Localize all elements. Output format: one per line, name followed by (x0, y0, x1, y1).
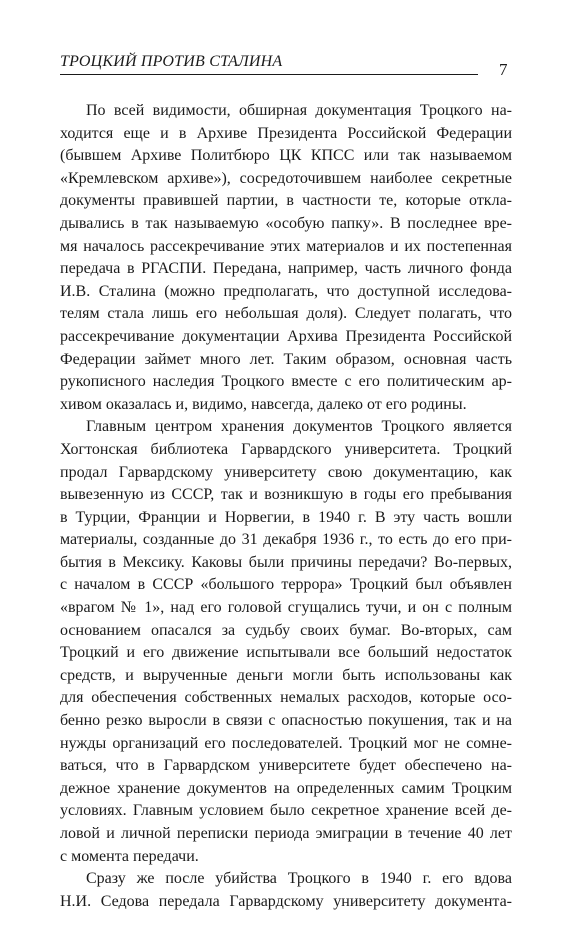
text-line: И.В. Сталина (можно предполагать, что доступной исследова- (60, 282, 512, 300)
text-line: бенно резко выросли в связи с опасностью покушения, так и на (60, 712, 512, 730)
text-line: (бывшем Архиве Политбюро ЦК КПСС или так называемом (60, 147, 512, 165)
page-number: 7 (499, 60, 508, 79)
text-line: мя началось рассекречивание этих материалов и их постепенная (60, 237, 512, 255)
text-line: Троцкий и его движение испытывали все больший недостаток (60, 644, 512, 662)
text-line: для обеспечения собственных немалых расходов, которые осо- (60, 689, 512, 707)
text-line: материалы, созданные до 31 декабря 1936 г., то есть до его при- (60, 531, 512, 549)
text-line: «Кремлевском архиве»), сосредоточившем наиболее секретные (60, 169, 512, 187)
text-line: Хогтонская библиотека Гарвардского университета. Троцкий (60, 440, 512, 458)
text-line: «врагом № 1», над его головой сгущались тучи, и он с полным (60, 599, 512, 617)
text-line: нужды организаций его последователей. Троцкий мог не сомне- (60, 734, 512, 752)
text-line: телям стала лишь его небольшая доля). Следует полагать, что (60, 305, 512, 323)
text-line: Н.И. Седова передала Гарвардскому университету документа- (60, 892, 512, 910)
text-line: ловой и личной переписки периода эмиграции в течение 40 лет (60, 825, 512, 842)
text-line: средств, и вырученные деньги могли быть использованы как (60, 666, 512, 684)
text-line: хивом оказалась и, видимо, навсегда, далеко от его родины. (60, 395, 467, 413)
text-line: рукописного наследия Троцкого вместе с его политическим ар- (60, 373, 512, 391)
text-line: Сразу же после убийства Троцкого в 1940 г. его вдова (86, 870, 512, 888)
text-line: дежное хранение документов на определенных самим Троцким (60, 779, 512, 797)
paragraph (60, 416, 512, 868)
text-line: условиях. Главным условием было секретное хранение всей де- (60, 802, 512, 820)
body-text (60, 100, 512, 913)
text-line: документы правившей партии, в частности те, которые откла- (60, 192, 512, 210)
text-line: продал Гарвардскому университету свою документацию, как (60, 463, 512, 481)
text-line: Федерации займет много лет. Таким образом, основная часть (60, 350, 512, 368)
paragraph (60, 100, 512, 416)
text-line: дывались в так называемую «особую папку». В последнее вре- (60, 214, 512, 232)
text-line: бытия в Мексику. Каковы были причины передачи? Во-первых, (60, 553, 512, 571)
text-line: ваться, что в Гарвардском университете будет обеспечено на- (60, 757, 512, 775)
paragraph (60, 868, 512, 913)
text-line: ходится еще и в Архиве Президента Российской Федерации (60, 124, 512, 142)
running-title: ТРОЦКИЙ ПРОТИВ СТАЛИНА (60, 53, 283, 70)
text-line: передача в РГАСПИ. Передана, например, часть личного фонда (60, 260, 512, 278)
running-header (60, 52, 478, 75)
text-line: основанием опасался за судьбу своих бумаг. Во-вторых, сам (60, 621, 512, 639)
text-line: Главным центром хранения документов Троцкого является (86, 418, 512, 436)
text-line: в Турции, Франции и Норвегии, в 1940 г. В эту часть вошли (60, 508, 512, 526)
text-line: рассекречивание документации Архива Президента Российской (60, 327, 512, 345)
text-line: По всей видимости, обширная документация Троцкого на- (86, 102, 512, 119)
text-line: с началом в СССР «большого террора» Троцкий был объявлен (60, 576, 512, 594)
text-line: вывезенную из СССР, так и возникшую в годы его пребывания (60, 486, 512, 504)
text-line: с момента передачи. (60, 847, 199, 865)
